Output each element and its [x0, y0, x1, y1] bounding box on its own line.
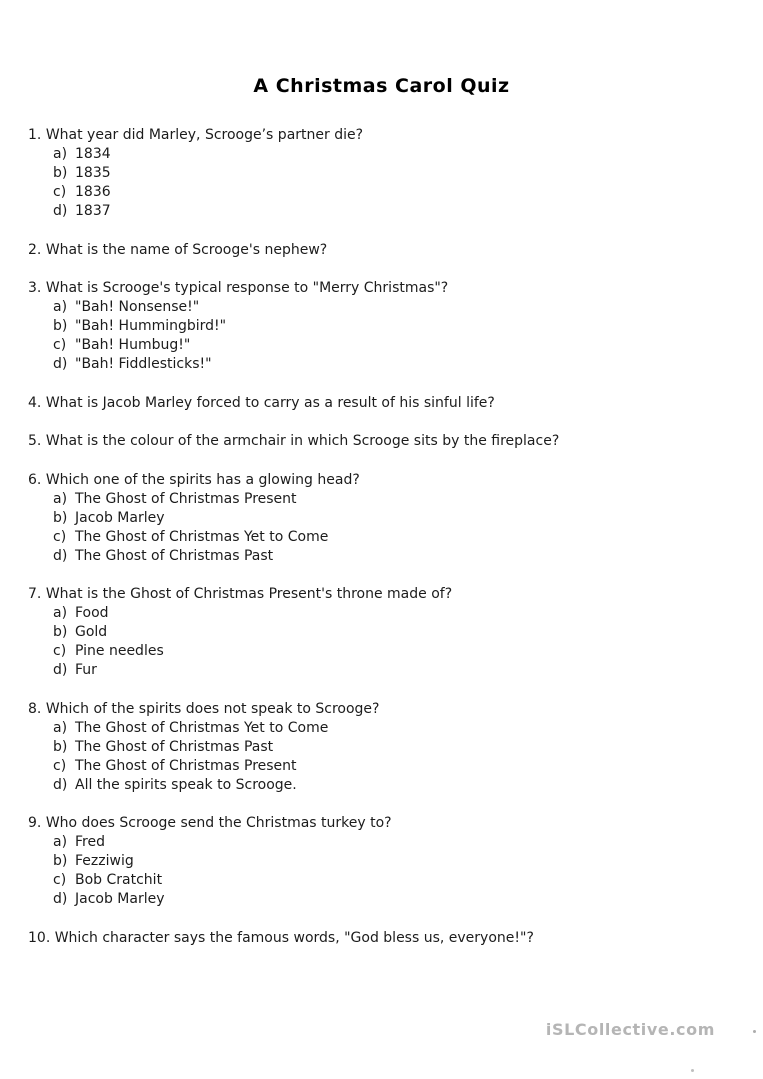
question-text: What is Scrooge's typical response to "Merry Christmas"?	[45, 280, 449, 296]
option-row	[28, 719, 745, 738]
question-block	[28, 126, 745, 221]
option-text: 1835	[75, 165, 111, 181]
option-text: 1837	[75, 203, 111, 219]
option-row	[28, 642, 745, 661]
option-letter: a)	[53, 719, 68, 736]
option-letter: a)	[53, 834, 68, 850]
question-number: 9.	[28, 815, 42, 831]
option-row	[28, 183, 745, 202]
option-row	[28, 202, 745, 221]
option-text: Jacob Marley	[75, 891, 165, 907]
option-text: "Bah! Humbug!"	[75, 337, 191, 353]
scan-artifact-dot	[753, 1030, 756, 1033]
option-letter: c)	[53, 872, 67, 888]
option-row	[28, 604, 745, 623]
option-text: The Ghost of Christmas Present	[75, 757, 297, 774]
option-letter: a)	[53, 605, 68, 621]
option-row	[28, 661, 745, 680]
question-number: 5.	[28, 433, 42, 449]
option-letter: d)	[53, 891, 68, 907]
question-block	[28, 929, 745, 948]
option-text: The Ghost of Christmas Past	[75, 738, 274, 755]
question-number: 1.	[28, 127, 42, 143]
option-letter: b)	[53, 509, 68, 526]
option-row	[28, 298, 745, 317]
option-text: Fred	[75, 834, 105, 850]
option-letter: a)	[53, 299, 68, 315]
question-line	[28, 471, 745, 490]
option-row	[28, 317, 745, 336]
option-letter: b)	[53, 165, 68, 181]
option-row	[28, 528, 745, 547]
option-letter: c)	[53, 184, 67, 200]
option-letter: b)	[53, 624, 68, 640]
option-text: Bob Cratchit	[75, 872, 163, 888]
option-text: "Bah! Fiddlesticks!"	[75, 356, 212, 372]
question-block	[28, 432, 745, 451]
question-line	[28, 279, 745, 298]
question-text: Which one of the spirits has a glowing head?	[45, 471, 360, 488]
option-text: Jacob Marley	[75, 509, 165, 526]
option-text: The Ghost of Christmas Yet to Come	[75, 528, 329, 545]
question-line	[28, 432, 745, 451]
option-letter: b)	[53, 853, 68, 869]
option-text: Pine needles	[75, 643, 164, 659]
option-row	[28, 509, 745, 528]
option-row	[28, 871, 745, 890]
option-letter: b)	[53, 318, 68, 334]
option-letter: b)	[53, 738, 68, 755]
question-line	[28, 394, 745, 413]
question-line	[28, 126, 745, 145]
option-letter: d)	[53, 547, 68, 564]
question-block	[28, 241, 745, 260]
option-row	[28, 738, 745, 757]
question-number: 6.	[28, 471, 42, 488]
option-row	[28, 336, 745, 355]
option-letter: d)	[53, 203, 68, 219]
option-text: Food	[75, 605, 109, 621]
question-line	[28, 585, 745, 604]
scan-artifact-dot	[691, 1069, 694, 1072]
question-text: What is the name of Scrooge's nephew?	[45, 241, 328, 258]
option-row	[28, 164, 745, 183]
option-letter: c)	[53, 643, 67, 659]
option-row	[28, 355, 745, 374]
question-number: 4.	[28, 394, 42, 411]
option-row	[28, 776, 745, 795]
page-title: A Christmas Carol Quiz	[253, 75, 510, 97]
option-text: Gold	[75, 624, 108, 640]
option-letter: a)	[53, 146, 68, 162]
question-block	[28, 279, 745, 374]
option-row	[28, 547, 745, 566]
question-line	[28, 814, 745, 833]
option-letter: d)	[53, 356, 68, 372]
option-text: All the spirits speak to Scrooge.	[75, 776, 297, 793]
question-block	[28, 585, 745, 680]
option-letter: c)	[53, 757, 67, 774]
option-text: The Ghost of Christmas Past	[75, 547, 274, 564]
option-row	[28, 890, 745, 909]
option-text: 1834	[75, 146, 111, 162]
option-row	[28, 145, 745, 164]
option-text: 1836	[75, 184, 111, 200]
question-line	[28, 241, 745, 260]
option-row	[28, 833, 745, 852]
question-text: What year did Marley, Scrooge’s partner die?	[45, 127, 364, 143]
option-text: "Bah! Nonsense!"	[75, 299, 200, 315]
question-number: 2.	[28, 241, 42, 258]
question-block	[28, 471, 745, 566]
option-letter: a)	[53, 490, 68, 507]
option-letter: c)	[53, 528, 67, 545]
option-row	[28, 490, 745, 509]
question-number: 7.	[28, 586, 42, 602]
question-text: Which character says the famous words, "God bless us, everyone!"?	[54, 929, 534, 946]
question-block	[28, 700, 745, 795]
option-text: Fur	[75, 662, 97, 678]
option-letter: d)	[53, 776, 68, 793]
question-text: What is the colour of the armchair in which Scrooge sits by the fireplace?	[45, 433, 560, 449]
option-row	[28, 757, 745, 776]
option-text: The Ghost of Christmas Present	[75, 490, 297, 507]
question-text: What is the Ghost of Christmas Present's throne made of?	[45, 586, 453, 602]
option-row	[28, 852, 745, 871]
option-text: "Bah! Hummingbird!"	[75, 318, 227, 334]
option-letter: d)	[53, 662, 68, 678]
option-text: Fezziwig	[75, 853, 134, 869]
question-number: 8.	[28, 700, 42, 717]
question-text: What is Jacob Marley forced to carry as a result of his sinful life?	[45, 394, 495, 411]
quiz-body	[0, 126, 763, 948]
question-text: Which of the spirits does not speak to Scrooge?	[45, 700, 380, 717]
question-number: 10.	[28, 929, 51, 946]
question-text: Who does Scrooge send the Christmas turkey to?	[45, 815, 392, 831]
watermark: iSLCollective.com	[545, 1020, 715, 1039]
question-line	[28, 700, 745, 719]
option-row	[28, 623, 745, 642]
option-text: The Ghost of Christmas Yet to Come	[75, 719, 329, 736]
question-number: 3.	[28, 280, 42, 296]
question-block	[28, 394, 745, 413]
option-letter: c)	[53, 337, 67, 353]
question-block	[28, 814, 745, 909]
question-line	[28, 929, 745, 948]
